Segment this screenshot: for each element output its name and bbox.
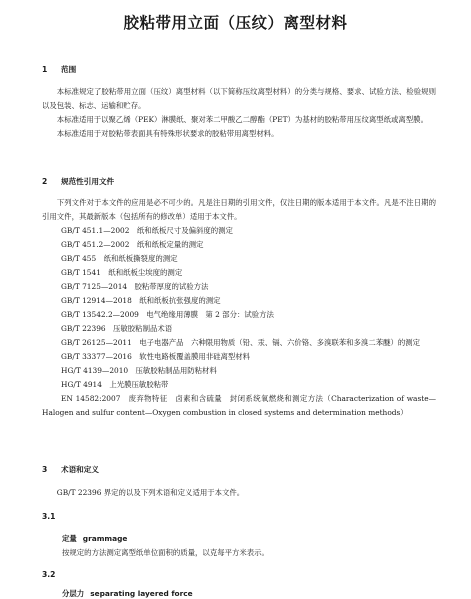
reference-item: GB/T 7125—2014 胶粘带厚度的试验方法 [61,282,209,291]
term-number: 3.1 [42,512,56,521]
section-number: 2 [42,177,48,186]
reference-item: GB/T 13542.2—2009 电气绝缘用薄膜 第 2 部分：试验方法 [61,310,274,319]
paragraph: 本标准规定了胶粘带用立面（压纹）离型材料（以下简称压纹离型材料）的分类与规格、要求、试验方法、检验规则以及包装、标志、运输和贮存。 [42,87,436,110]
section-title: 术语和定义 [61,465,99,474]
section-title: 范围 [61,65,77,74]
paragraph: 本标准适用于以聚乙烯（PEK）淋膜纸、聚对苯二甲酸乙二醇酯（PET）为基材的胶粘带用压纹离型纸或离型膜。 [56,115,428,124]
paragraph: 下列文件对于本文件的应用是必不可少的。凡是注日期的引用文件，仅注日期的版本适用于本文件。凡是不注日期的引用文件，其最新版本（包括所有的修改单）适用于本文件。 [42,198,436,221]
term-en: grammage [82,534,128,543]
reference-item: GB/T 33377—2016 软性电路板覆盖膜用非硅离型材料 [61,352,251,361]
reference-item: EN 14582:2007 废弃物特征 卤素和含硫量 封闭系统氧燃烧和测定方法（Characterization of waste—Halogen and sulfur content—Oxygen combustion in closed systems and determination methods） [42,394,436,417]
reference-item: GB/T 12914—2018 纸和纸板抗张强度的测定 [61,296,221,305]
section-number: 1 [42,65,48,74]
reference-item: GB/T 451.2—2002 纸和纸板定量的测定 [61,240,204,249]
term-heading [62,533,127,544]
reference-item: GB/T 22396 压敏胶粘制品术语 [61,324,173,333]
reference-item: GB/T 455 纸和纸板撕裂度的测定 [61,254,178,263]
section-1-heading [42,64,76,75]
paragraph: 本标准适用于对胶粘带表面具有特殊形状要求的胶粘带用离型材料。 [56,129,279,138]
reference-item: GB/T 26125—2011 电子电器产品 六种限用物质（铅、汞、镉、六价铬、多溴联苯和多溴二苯醚）的测定 [61,338,421,347]
reference-item: GB/T 1541 纸和纸板尘埃度的测定 [61,268,183,277]
term-zh: 定量 [62,534,77,543]
term-en: separating layered force [90,589,193,598]
section-1-body [42,85,436,141]
term-number: 3.2 [42,570,56,579]
reference-item: GB/T 451.1—2002 纸和纸板尺寸及偏斜度的测定 [61,226,233,235]
paragraph: GB/T 22396 界定的以及下列术语和定义适用于本文件。 [56,488,245,497]
section-3-heading [42,464,99,475]
reference-item: HG/T 4914 上光膜压敏胶粘带 [61,380,169,389]
section-3-intro [42,486,436,500]
section-title: 规范性引用文件 [61,177,115,186]
term-heading [62,588,193,599]
term-definition: 按规定的方法测定离型纸单位面积的质量，以克每平方米表示。 [62,548,269,557]
section-number: 3 [42,465,48,474]
section-2-body [42,196,436,420]
reference-item: HG/T 4139—2010 压敏胶粘制品用防粘材料 [61,366,217,375]
document-title: 胶粘带用立面（压纹）离型材料 [123,14,348,32]
term-zh: 分层力 [62,589,85,598]
section-2-heading [42,176,114,187]
